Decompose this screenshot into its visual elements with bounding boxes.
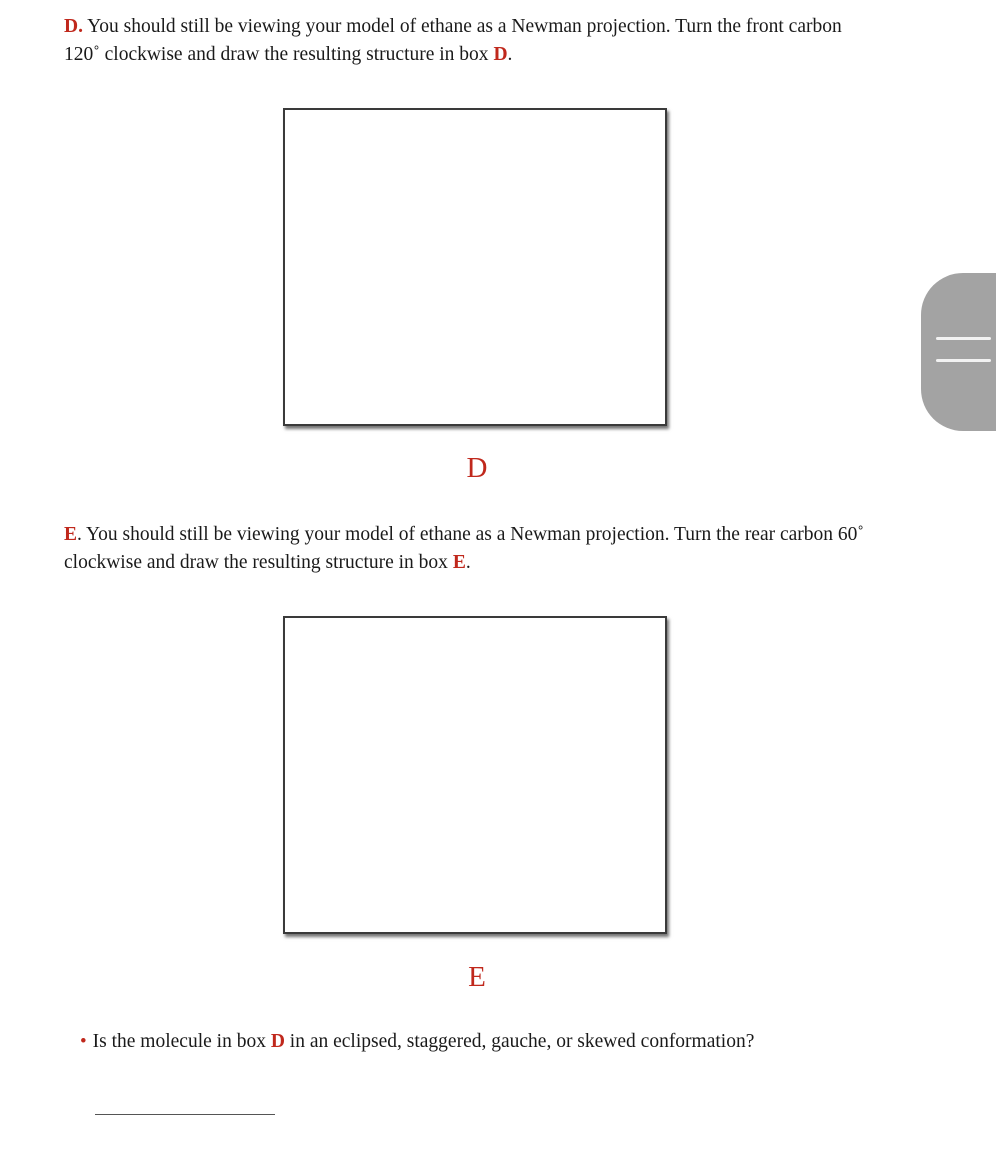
box-ref-d: D (493, 44, 508, 65)
handle-bar-top (936, 337, 991, 340)
instruction-e-end: . (465, 552, 471, 573)
drag-handle-icon[interactable] (921, 273, 996, 431)
drawing-box-d[interactable] (283, 108, 667, 426)
instruction-d (64, 13, 864, 69)
box-label-d: D (466, 452, 488, 484)
drawing-box-e[interactable] (283, 616, 667, 934)
bullet-icon: • (80, 1031, 87, 1052)
question-text-after: in an eclipsed, staggered, gauche, or skewed conformation? (284, 1031, 755, 1052)
box-ref-e: E (452, 552, 466, 573)
question-text-before: Is the molecule in box (92, 1031, 271, 1052)
answer-line[interactable] (95, 1114, 275, 1115)
instruction-e (64, 521, 864, 577)
box-label-e: E (468, 961, 486, 993)
question-box-ref: D (270, 1031, 285, 1052)
instruction-e-text: . You should still be viewing your model of ethane as a Newman projection. Turn the rear carbon 60˚ clockwise and draw the resulting structure in box (64, 524, 864, 573)
section-letter-e: E (64, 524, 78, 545)
instruction-d-text: You should still be viewing your model of ethane as a Newman projection. Turn the front carbon 120˚ clockwise and draw the resulting structure in box (64, 16, 842, 65)
section-letter-d: D. (64, 16, 83, 37)
handle-bar-bottom (936, 359, 991, 362)
instruction-d-end: . (507, 44, 513, 65)
question-conformation (80, 1028, 940, 1056)
